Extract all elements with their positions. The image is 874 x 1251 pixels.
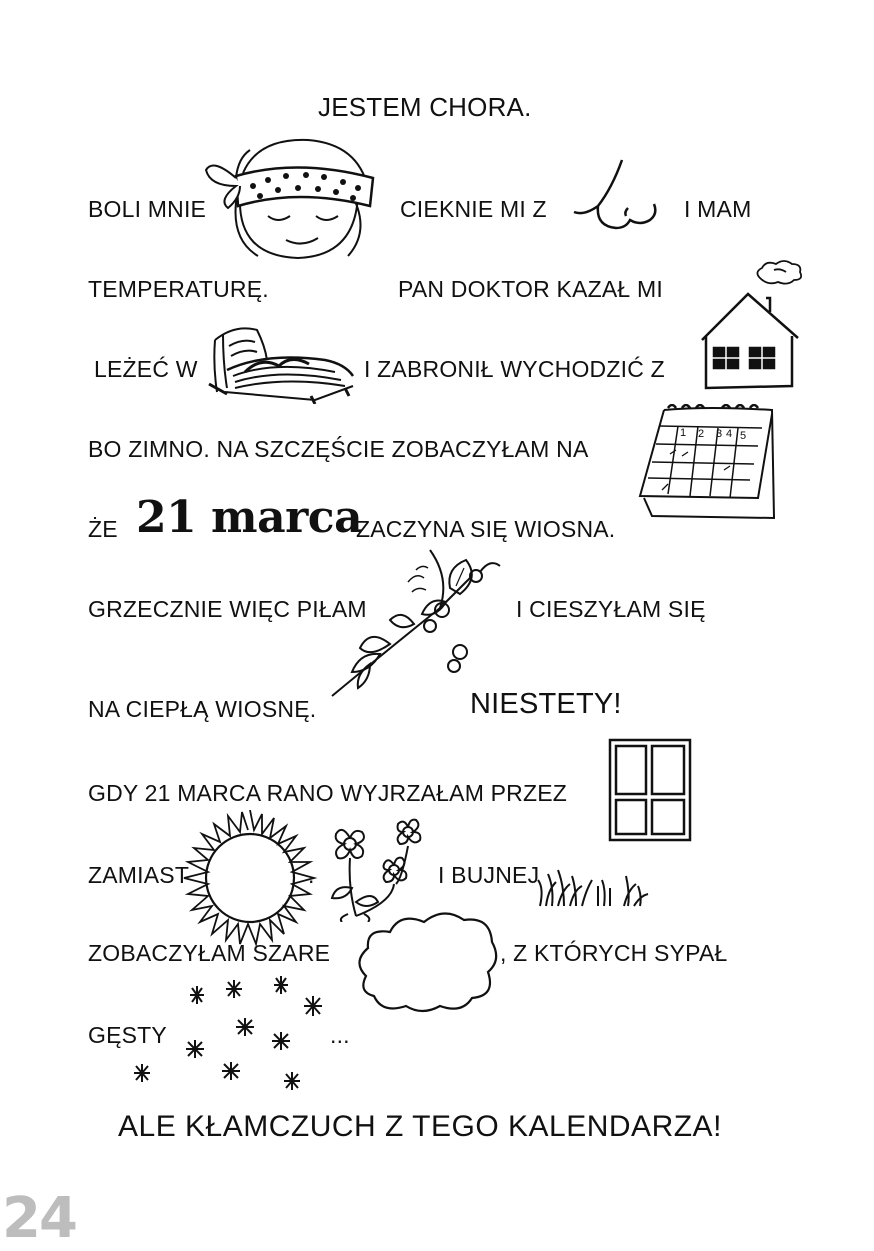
text-bo-zimno: BO ZIMNO. NA SZCZĘŚCIE ZOBACZYŁAM NA: [88, 436, 589, 462]
text-niestety: NIESTETY!: [470, 688, 622, 720]
text-i-bujnej: I BUJNEJ: [438, 862, 540, 888]
page-number: 24: [2, 1186, 76, 1251]
calendar-icon: [638, 404, 780, 524]
text-ze: ŻE: [88, 516, 118, 542]
cloud-icon: [352, 906, 502, 1016]
sun-icon: [180, 810, 320, 946]
herb-icon: [330, 548, 510, 698]
window-icon: [606, 738, 692, 842]
text-temperature: TEMPERATURĘ.: [88, 276, 269, 302]
text-pan-doktor: PAN DOKTOR KAZAŁ MI: [398, 276, 663, 302]
sick-girl-icon: [198, 128, 378, 260]
grass-icon: [536, 860, 652, 910]
text-grzecznie: GRZECZNIE WIĘC PIŁAM: [88, 596, 367, 622]
text-cieszylam: I CIESZYŁAM SIĘ: [516, 596, 706, 622]
text-zamiast: ZAMIAST: [88, 862, 190, 888]
text-cieknie: CIEKNIE MI Z: [400, 196, 547, 222]
text-ellipsis: ...: [330, 1022, 350, 1048]
bed-icon: [205, 316, 357, 404]
calendar-day: 3: [716, 428, 723, 440]
closing-sentence: ALE KŁAMCZUCH Z TEGO KALENDARZA!: [118, 1110, 722, 1143]
house-icon: [700, 290, 800, 390]
calendar-day: 1: [680, 427, 687, 439]
text-zobaczylam-szare: ZOBACZYŁAM SZARE: [88, 940, 331, 966]
text-gdy-21-marca: GDY 21 MARCA RANO WYJRZAŁAM PRZEZ: [88, 780, 568, 806]
text-z-ktorych-sypal: , Z KTÓRYCH SYPAŁ: [500, 940, 728, 966]
text-lezec-w: LEŻEĆ W: [94, 356, 198, 382]
text-period: .: [308, 862, 315, 888]
calendar-day: 4: [726, 428, 733, 440]
text-gesty: GĘSTY: [88, 1022, 167, 1048]
text-zabronil: I ZABRONIŁ WYCHODZIĆ Z: [364, 356, 665, 382]
nose-icon: [570, 158, 662, 232]
calendar-day: 5: [740, 430, 747, 442]
text-i-mam: I MAM: [684, 196, 752, 222]
smoke-icon: [752, 258, 806, 288]
text-zaczyna-sie-wiosna: ZACZYNA SIĘ WIOSNA.: [356, 516, 616, 542]
date-21-marca: 21 marca: [136, 492, 363, 543]
text-boli-mnie: BOLI MNIE: [88, 196, 207, 222]
snowflakes-icon: [130, 972, 330, 1098]
page-title: JESTEM CHORA.: [318, 92, 532, 122]
calendar-day: 2: [698, 428, 705, 440]
text-na-ciepla-wiosne: NA CIEPŁĄ WIOSNĘ.: [88, 696, 317, 722]
